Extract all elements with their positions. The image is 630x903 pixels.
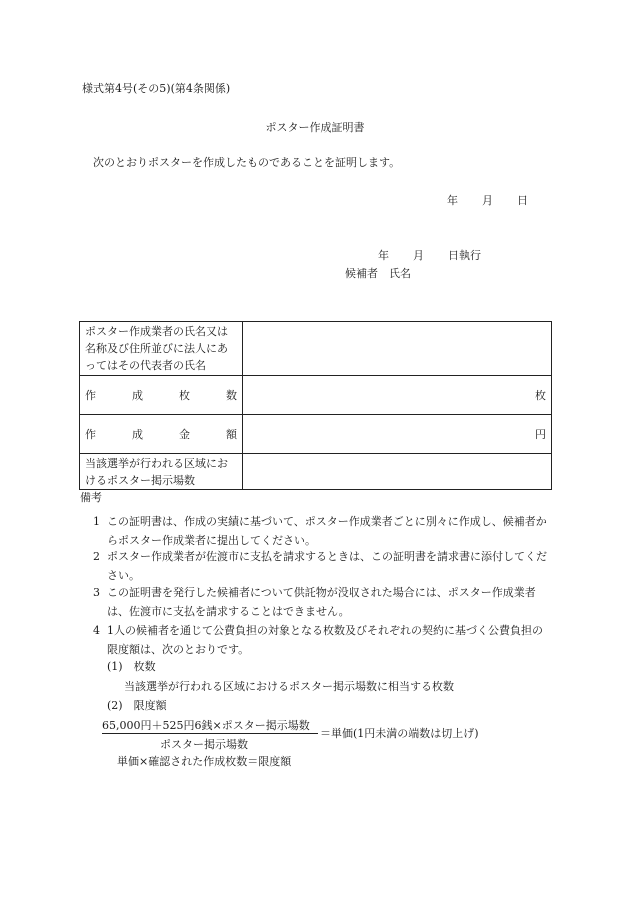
date-day: 日	[517, 194, 528, 207]
note-item	[93, 547, 553, 585]
note-number: 3	[93, 586, 100, 599]
subitem-count-label: (1) 枚数	[107, 660, 156, 673]
sites-value	[243, 454, 552, 490]
amount-char: 金	[179, 427, 190, 441]
note-text: この証明書を発行した候補者について供託物が没収された場合には、ポスター作成業者は、佐渡市に支払を請求することはできません。	[107, 586, 536, 618]
exec-year: 年	[378, 249, 389, 262]
note-text: 1人の候補者を通じて公費負担の対象となる枚数及びそれぞれの契約に基づく公費負担の限度額は、次のとおりです。	[107, 624, 543, 656]
count-value	[243, 376, 552, 415]
formula-result: ＝単価(1円未満の端数は切上げ)	[320, 727, 479, 740]
amount-char: 作	[85, 427, 96, 441]
note-text: この証明書は、作成の実績に基づいて、ポスター作成業者ごとに別々に作成し、候補者からポスター作成業者に提出してください。	[107, 515, 547, 547]
note-number: 2	[93, 550, 100, 563]
count-char: 成	[132, 388, 143, 402]
amount-unit: 円	[535, 427, 546, 441]
formula-numerator: 65,000円＋525円6銭×ポスター掲示場数	[102, 719, 310, 732]
sites-label: 当該選挙が行われる区域におけるポスター掲示場数	[80, 454, 243, 490]
producer-label: ポスター作成業者の氏名又は名称及び住所並びに法人にあってはその代表者の氏名	[80, 322, 243, 376]
subitem-limit-label: (2) 限度額	[107, 699, 167, 712]
producer-value	[243, 322, 552, 376]
note-item	[93, 512, 553, 550]
count-char: 数	[226, 388, 237, 402]
note-item	[93, 621, 553, 659]
formula-denominator: ポスター掲示場数	[160, 738, 248, 751]
amount-row	[80, 415, 552, 454]
count-unit: 枚	[535, 388, 546, 402]
count-label	[80, 376, 243, 415]
candidate-name-label: 候補者 氏名	[345, 267, 411, 280]
election-date	[378, 249, 481, 263]
count-char: 作	[85, 388, 96, 402]
formula-final: 単価×確認された作成枚数＝限度額	[117, 755, 292, 768]
document-title: ポスター作成証明書	[265, 121, 365, 134]
note-text: ポスター作成業者が佐渡市に支払を請求するときは、この証明書を請求書に添付してください。	[107, 550, 547, 582]
certification-statement: 次のとおりポスターを作成したものであることを証明します。	[93, 156, 401, 169]
amount-char: 成	[132, 427, 143, 441]
producer-row	[80, 322, 552, 376]
amount-char: 額	[226, 427, 237, 441]
note-number: 1	[93, 515, 100, 528]
count-char: 枚	[179, 388, 190, 402]
form-number: 様式第4号(その5)(第4条関係)	[82, 82, 231, 95]
certificate-table	[79, 321, 552, 490]
count-row	[80, 376, 552, 415]
date-year: 年	[447, 194, 458, 207]
amount-value	[243, 415, 552, 454]
date-month: 月	[482, 194, 493, 207]
exec-day: 日執行	[448, 249, 481, 262]
fraction-line	[102, 733, 318, 734]
notes-heading: 備考	[80, 491, 102, 504]
note-item	[93, 583, 553, 621]
exec-month: 月	[413, 249, 424, 262]
note-number: 4	[93, 624, 100, 637]
subitem-count-text: 当該選挙が行われる区域におけるポスター掲示場数に相当する枚数	[124, 680, 454, 693]
sites-row	[80, 454, 552, 490]
amount-label	[80, 415, 243, 454]
issue-date	[447, 194, 528, 208]
